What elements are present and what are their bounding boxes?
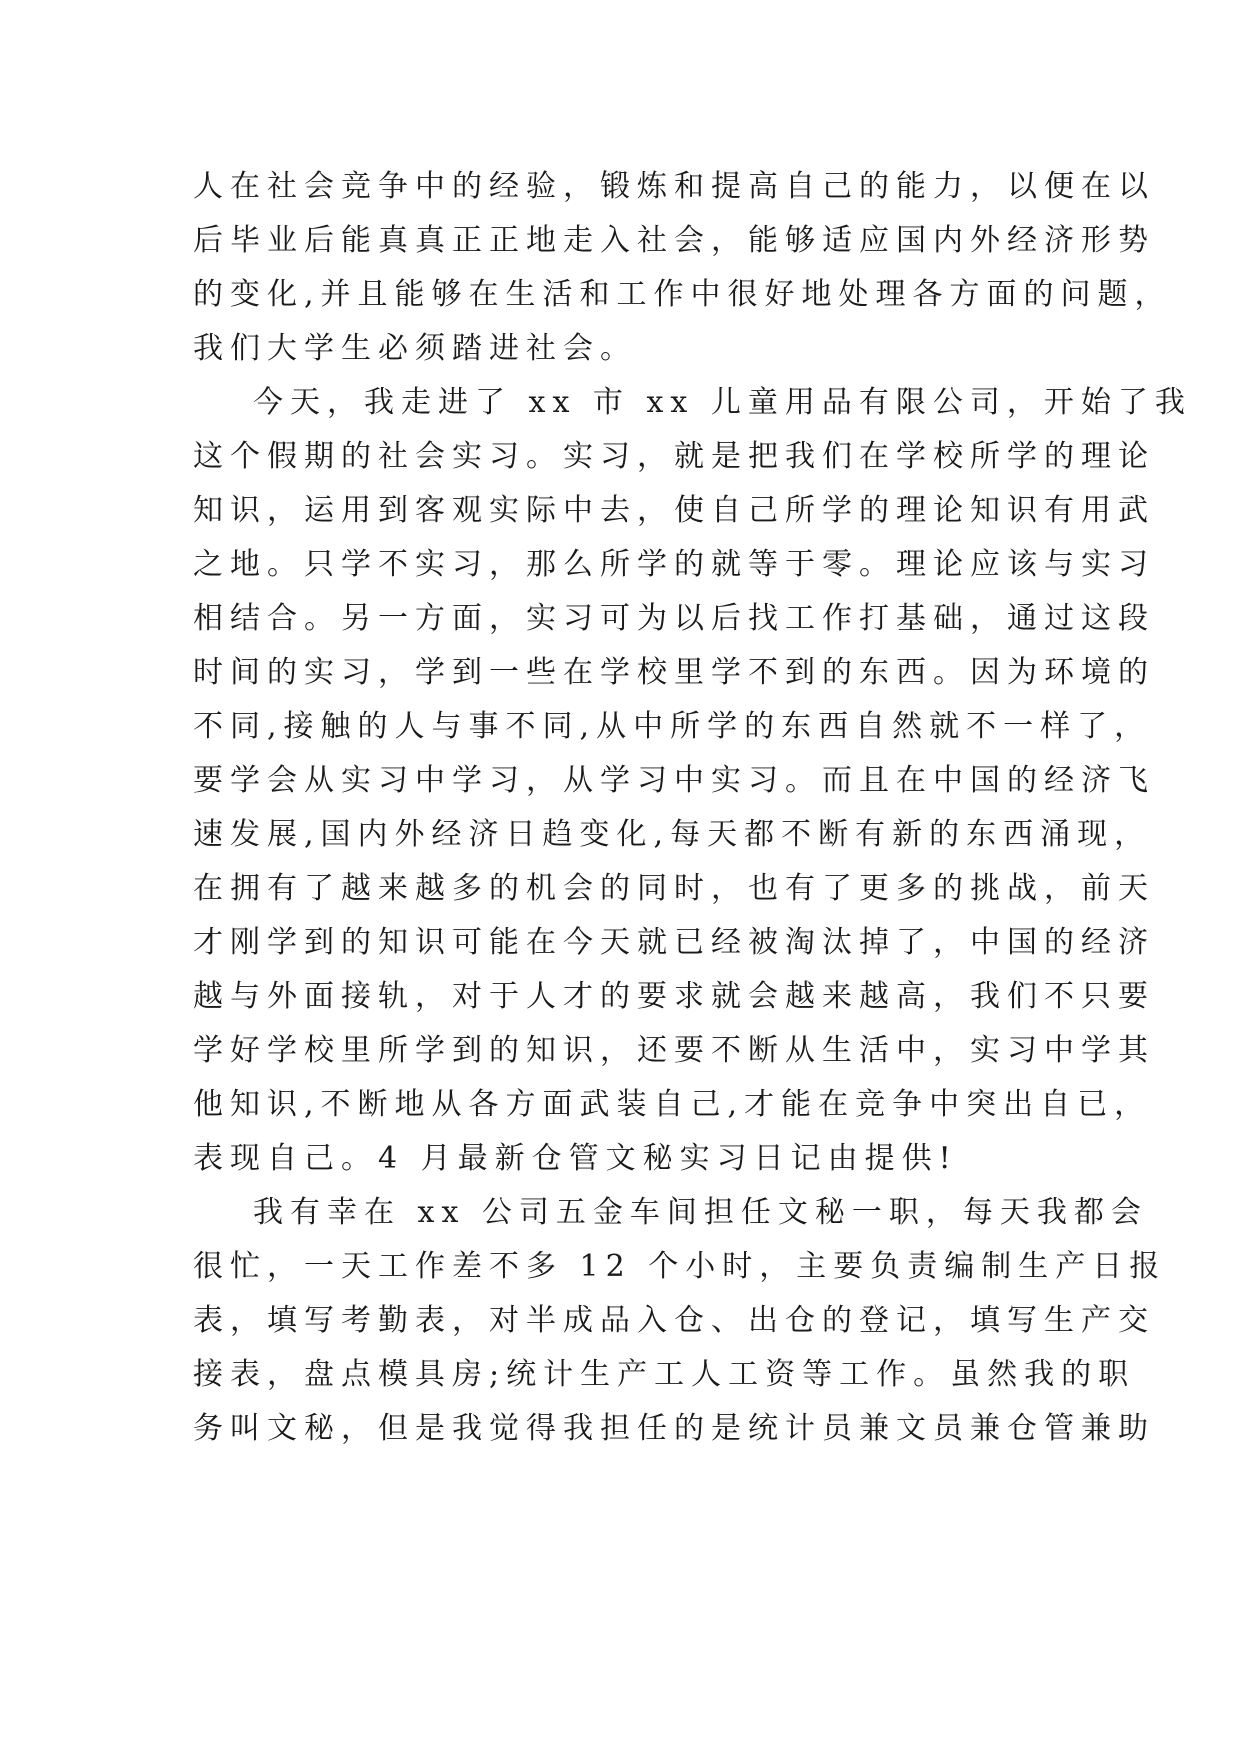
text-line-13: 速发展,国内外经济日趋变化,每天都不断有新的东西涌现， bbox=[193, 817, 1152, 852]
text-line-21: 很忙，一天工作差不多 12 个小时，主要负责编制生产日报 bbox=[193, 1249, 1167, 1284]
text-line-12: 要学会从实习中学习，从学习中实习。而且在中国的经济飞 bbox=[193, 763, 1155, 798]
text-line-22: 表，填写考勤表，对半成品入仓、出仓的登记，填写生产交 bbox=[193, 1303, 1155, 1338]
text-line-6: 这个假期的社会实习。实习，就是把我们在学校所学的理论 bbox=[193, 439, 1155, 474]
text-line-24: 务叫文秘，但是我觉得我担任的是统计员兼文员兼仓管兼助 bbox=[193, 1411, 1155, 1446]
text-line-1: 人在社会竞争中的经验，锻炼和提高自己的能力，以便在以 bbox=[193, 169, 1155, 204]
text-line-8: 之地。只学不实习，那么所学的就等于零。理论应该与实习 bbox=[193, 547, 1155, 582]
text-line-10: 时间的实习，学到一些在学校里学不到的东西。因为环境的 bbox=[193, 655, 1155, 690]
text-line-18: 他知识,不断地从各方面武装自己,才能在竞争中突出自已， bbox=[193, 1087, 1152, 1122]
text-line-7: 知识，运用到客观实际中去，使自己所学的理论知识有用武 bbox=[193, 493, 1155, 528]
text-line-14: 在拥有了越来越多的机会的同时，也有了更多的挑战，前天 bbox=[193, 871, 1155, 906]
text-line-19: 表现自己。4 月最新仓管文秘实习日记由提供! bbox=[193, 1141, 958, 1176]
text-line-2: 后毕业后能真真正正地走入社会，能够适应国内外经济形势 bbox=[193, 223, 1155, 258]
text-line-23: 接表，盘点模具房;统计生产工人工资等工作。虽然我的职 bbox=[193, 1357, 1136, 1392]
document-body bbox=[193, 160, 1192, 1456]
text-line-15: 才刚学到的知识可能在今天就已经被淘汰掉了，中国的经济 bbox=[193, 925, 1155, 960]
text-line-4: 我们大学生必须踏进社会。 bbox=[193, 331, 637, 366]
text-line-11: 不同,接触的人与事不同,从中所学的东西自然就不一样了， bbox=[193, 709, 1152, 744]
paragraph-start-line: 我有幸在 xx 公司五金车间担任文秘一职，每天我都会 bbox=[253, 1195, 1148, 1230]
paragraph-start-line: 今天，我走进了 xx 市 xx 儿童用品有限公司，开始了我 bbox=[253, 385, 1192, 420]
text-line-17: 学好学校里所学到的知识，还要不断从生活中，实习中学其 bbox=[193, 1033, 1155, 1068]
text-line-3: 的变化,并且能够在生活和工作中很好地处理各方面的问题， bbox=[193, 277, 1172, 312]
text-line-9: 相结合。另一方面，实习可为以后找工作打基础，通过这段 bbox=[193, 601, 1155, 636]
text-line-16: 越与外面接轨，对于人才的要求就会越来越高，我们不只要 bbox=[193, 979, 1155, 1014]
